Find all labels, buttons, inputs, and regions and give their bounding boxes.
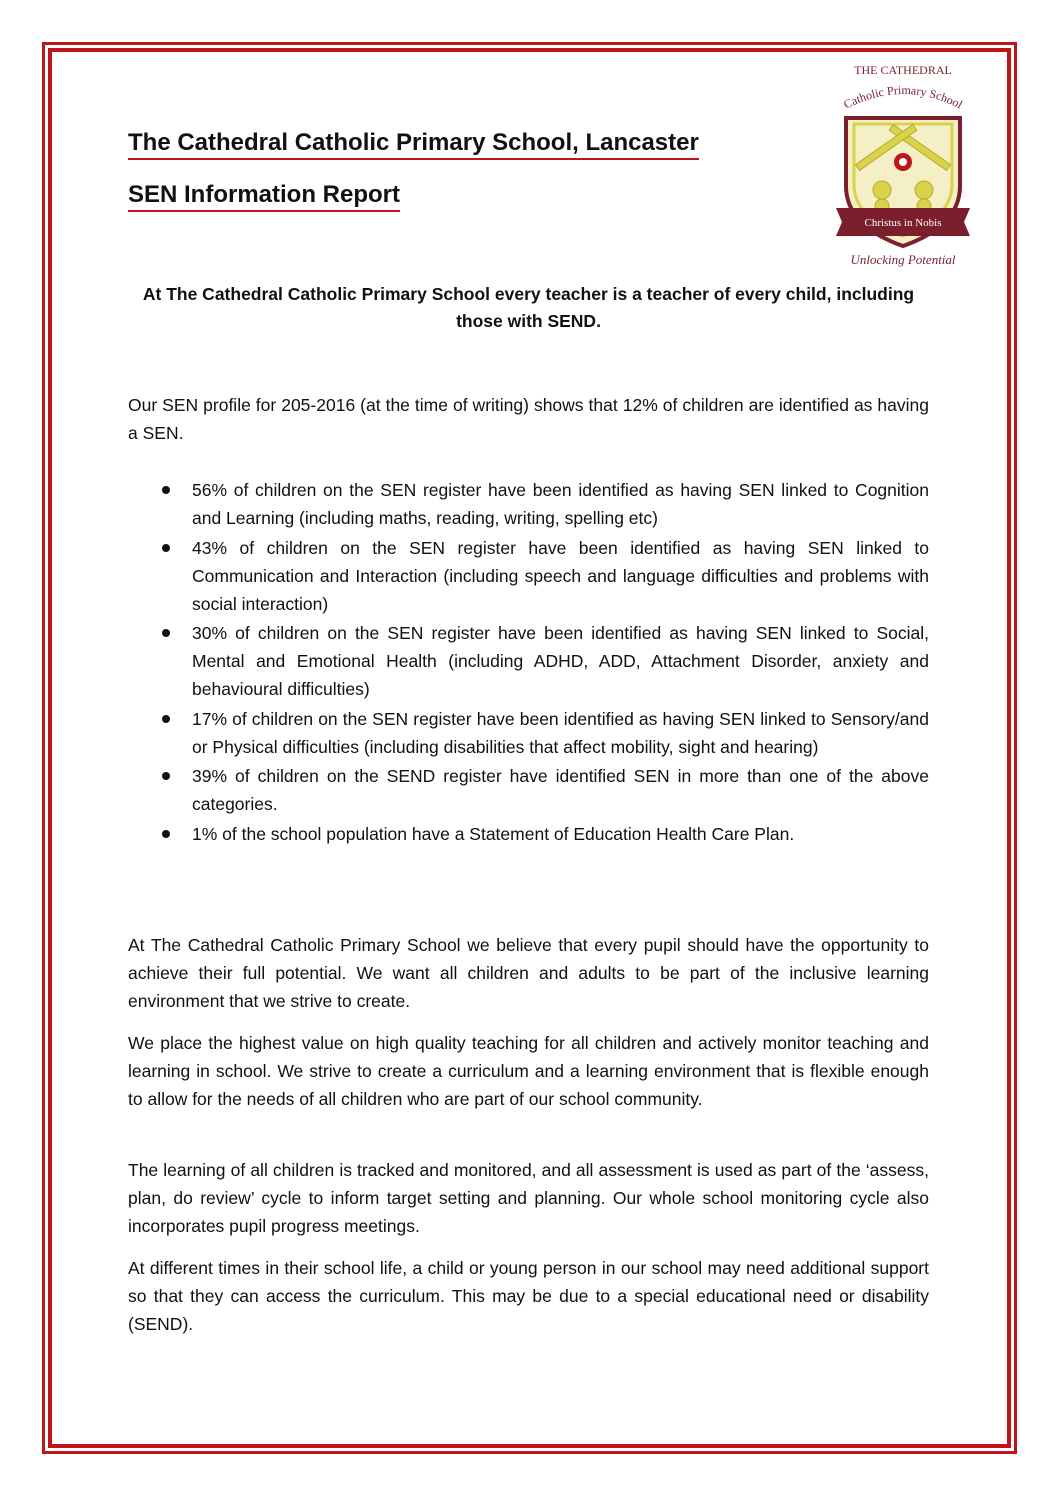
- school-crest-logo: [818, 58, 988, 270]
- bullet-icon: [162, 715, 170, 723]
- paragraph-assessment: The learning of all children is tracked and monitored, and all assessment is used as part of the ‘assess, plan, do review’ cycle to inform target setting and planning. Our whole school monitoring cycle also incorporates pupil progress meetings.: [128, 1160, 929, 1236]
- document-title-text: The Cathedral Catholic Primary School, Lancaster: [128, 129, 699, 160]
- logo-motto: Christus in Nobis: [864, 217, 942, 229]
- document-subtitle-text: SEN Information Report: [128, 181, 400, 212]
- logo-arc-text-path: Catholic Primary School: [841, 82, 965, 112]
- logo-arc-text: [841, 83, 965, 112]
- list-item-text: 56% of children on the SEN register have been identified as having SEN linked to Cognition and Learning (including maths, reading, writing, spelling etc): [192, 480, 929, 528]
- bullet-icon: [162, 486, 170, 494]
- sen-statistics-list: [128, 476, 929, 849]
- rose-icon: [894, 153, 912, 171]
- list-item: [128, 534, 929, 618]
- logo-tagline: Unlocking Potential: [850, 252, 956, 267]
- sen-profile-paragraph: Our SEN profile for 205-2016 (at the time of writing) shows that 12% of children are identified as having a SEN.: [128, 395, 929, 443]
- list-item: [128, 762, 929, 818]
- list-item: [128, 619, 929, 703]
- lead-statement: At The Cathedral Catholic Primary School every teacher is a teacher of every child, including those with SEND.: [142, 284, 915, 331]
- list-item: [128, 820, 929, 848]
- bullet-icon: [162, 629, 170, 637]
- document-subtitle: [128, 181, 400, 209]
- bullet-icon: [162, 772, 170, 780]
- bullet-icon: [162, 544, 170, 552]
- list-item: [128, 705, 929, 761]
- list-item-text: 39% of children on the SEND register have identified SEN in more than one of the above categories.: [192, 766, 929, 814]
- paragraph-support: At different times in their school life, a child or young person in our school may need additional support so that they can access the curriculum. This may be due to a special educational need or disability (SEND).: [128, 1258, 929, 1334]
- list-item-text: 1% of the school population have a Statement of Education Health Care Plan.: [192, 823, 795, 844]
- list-item-text: 43% of children on the SEN register have been identified as having SEN linked to Communication and Interaction (including speech and language difficulties and problems with social interaction): [192, 537, 929, 614]
- bullet-icon: [162, 830, 170, 838]
- logo-top-text: THE CATHEDRAL: [854, 63, 952, 77]
- list-item-text: 17% of children on the SEN register have been identified as having SEN linked to Sensory/and or Physical difficulties (including disabilities that affect mobility, sight and hearing): [192, 708, 929, 757]
- list-item: [128, 476, 929, 532]
- list-item-text: 30% of children on the SEN register have been identified as having SEN linked to Social, Mental and Emotional Health (including ADHD, ADD, Attachment Disorder, anxiety and behavioural difficulties): [192, 623, 929, 699]
- document-title: [128, 129, 699, 157]
- paragraph-potential: At The Cathedral Catholic Primary School we believe that every pupil should have the opportunity to achieve their full potential. We want all children and adults to be part of the inclusive learning environment that we strive to create.: [128, 935, 929, 1011]
- paragraph-teaching: We place the highest value on high quality teaching for all children and actively monitor teaching and learning in school. We strive to create a curriculum and a learning environment that is flexible enough to allow for the needs of all children who are part of our school community.: [128, 1033, 929, 1109]
